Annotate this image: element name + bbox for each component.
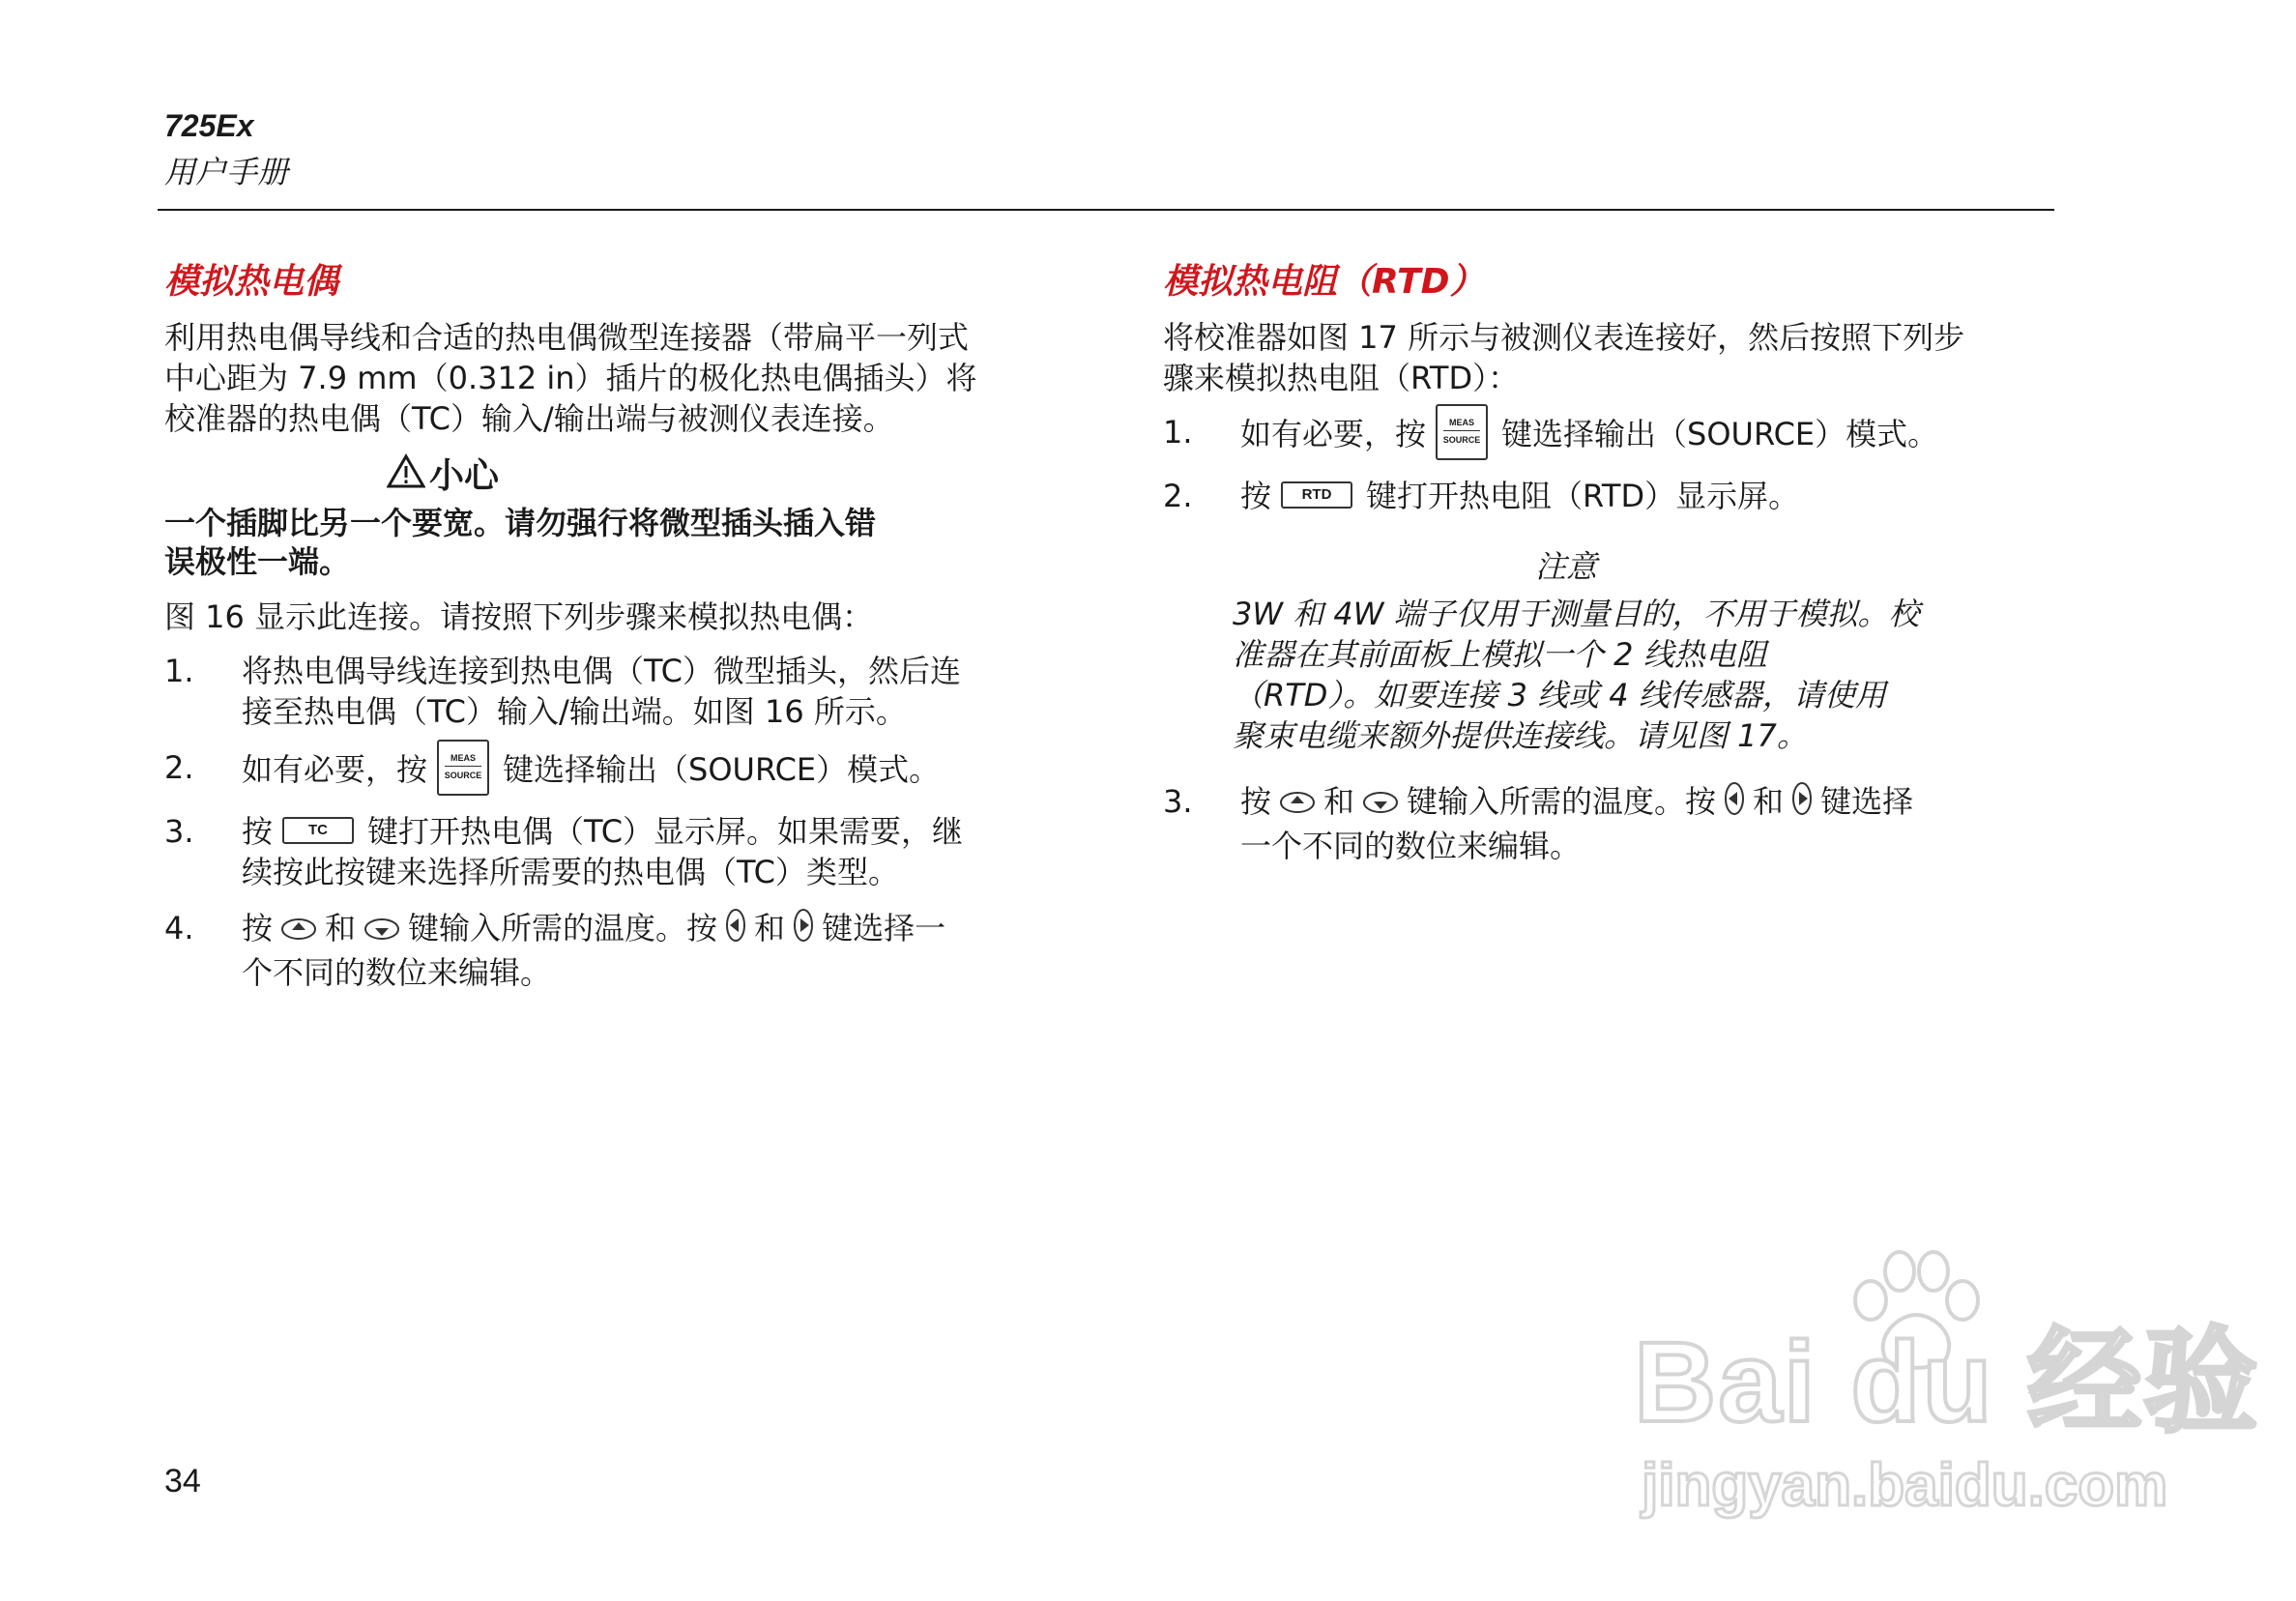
step-text-post: 键选择输出（SOURCE）模式。 bbox=[1501, 416, 1939, 452]
step-text-pre: 按 bbox=[242, 910, 274, 946]
step-text-mid: 键输入所需的温度。按 bbox=[1407, 783, 1717, 820]
list-item bbox=[164, 747, 1063, 796]
step-text-cont: 个不同的数位来编辑。 bbox=[242, 954, 552, 991]
step-text-cont: 一个不同的数位来编辑。 bbox=[1240, 828, 1582, 864]
key-label-meas: MEAS bbox=[450, 753, 477, 763]
meas-source-key-icon bbox=[1436, 404, 1488, 460]
list-item bbox=[164, 908, 1063, 993]
step-text-post: 键打开热电偶（TC）显示屏。如果需要，继 bbox=[367, 813, 964, 850]
step-text-cont: 续按此按键来选择所需要的热电偶（TC）类型。 bbox=[242, 854, 900, 890]
rtd-key-icon: RTD bbox=[1281, 481, 1352, 509]
watermark-brand: Bai du 经验 bbox=[1634, 1319, 2260, 1446]
warning-triangle-icon bbox=[387, 453, 425, 502]
arrow-left-icon bbox=[1724, 781, 1745, 826]
step-text bbox=[242, 811, 1063, 892]
step-text-mid: 键输入所需的温度。按 bbox=[408, 910, 718, 946]
caution-text: 一个插脚比另一个要宽。请勿强行将微型插头插入错 误极性一端。 bbox=[164, 505, 877, 580]
page-number: 34 bbox=[164, 1463, 201, 1499]
step-text-post: 键选择一 bbox=[822, 910, 946, 946]
arrow-right-icon bbox=[1791, 781, 1813, 826]
list-item bbox=[164, 651, 1063, 732]
key-label-source: SOURCE bbox=[1442, 435, 1481, 445]
step-text-pre: 按 bbox=[242, 813, 274, 850]
arrow-left-icon bbox=[725, 908, 746, 952]
step-number: 2. bbox=[164, 749, 194, 786]
meas-source-key-icon bbox=[437, 740, 489, 796]
step-text bbox=[242, 908, 1063, 993]
list-item bbox=[1163, 476, 2062, 516]
step-text-post: 键打开热电阻（RTD）显示屏。 bbox=[1366, 478, 1800, 514]
section-title-thermocouple: 模拟热电偶 bbox=[164, 262, 339, 302]
list-item bbox=[1163, 781, 2062, 866]
step-text bbox=[242, 747, 1063, 796]
rtd-intro: 将校准器如图 17 所示与被测仪表连接好，然后按照下列步 骤来模拟热电阻（RTD）： bbox=[1163, 319, 1965, 396]
caution-label: 小心 bbox=[429, 456, 500, 496]
note-title: 注意 bbox=[1535, 548, 1598, 585]
section-title-rtd: 模拟热电阻（RTD） bbox=[1163, 262, 1485, 302]
tc-key-icon: TC bbox=[282, 817, 354, 844]
manual-subtitle: 用户手册 bbox=[164, 154, 289, 190]
note-text: 3W 和 4W 端子仅用于测量目的，不用于模拟。校 准器在其前面板上模拟一个 2 线热电阻 （RTD）。如要连接 3 线或 4 线传感器，请使用 聚束电缆来额外提供连接线。请见图 17。 bbox=[1233, 596, 1920, 754]
arrow-down-icon bbox=[363, 910, 400, 950]
step-text-and: 和 bbox=[754, 910, 786, 946]
caution-heading bbox=[164, 452, 1063, 502]
arrow-up-icon bbox=[1279, 783, 1316, 824]
arrow-up-icon bbox=[280, 910, 317, 950]
step-number: 3. bbox=[1163, 783, 1193, 820]
figure-reference: 图 16 显示此连接。请按照下列步骤来模拟热电偶： bbox=[164, 598, 874, 635]
list-item bbox=[164, 811, 1063, 892]
key-label-meas: MEAS bbox=[1449, 418, 1475, 427]
step-text-pre: 如有必要，按 bbox=[1240, 416, 1427, 452]
key-label-source: SOURCE bbox=[444, 771, 482, 780]
step-text: 将热电偶导线连接到热电偶（TC）微型插头，然后连 接至热电偶（TC）输入/输出端。如图 16 所示。 bbox=[242, 653, 962, 730]
manual-model: 725Ex bbox=[164, 108, 254, 143]
step-text bbox=[1240, 476, 2062, 516]
header-divider bbox=[158, 209, 2054, 211]
step-number: 1. bbox=[164, 653, 194, 689]
arrow-right-icon bbox=[793, 908, 814, 952]
step-number: 1. bbox=[1163, 414, 1193, 451]
step-number: 2. bbox=[1163, 478, 1193, 514]
step-text bbox=[1240, 781, 2062, 866]
thermocouple-intro: 利用热电偶导线和合适的热电偶微型连接器（带扁平一列式 中心距为 7.9 mm（0.312 in）插片的极化热电偶插头）将 校准器的热电偶（TC）输入/输出端与被测仪表连接。 bbox=[164, 319, 977, 437]
right-column bbox=[1163, 257, 2062, 882]
step-text-post: 键选择输出（SOURCE）模式。 bbox=[503, 751, 941, 788]
watermark-url: jingyan.baidu.com bbox=[1642, 1452, 2168, 1519]
list-item bbox=[1163, 412, 2062, 460]
step-text-pre: 如有必要，按 bbox=[242, 751, 428, 788]
step-text-post: 键选择 bbox=[1820, 783, 1914, 820]
step-text bbox=[1240, 412, 2062, 460]
step-text-pre: 按 bbox=[1240, 783, 1272, 820]
step-number: 3. bbox=[164, 813, 194, 850]
step-text-and: 和 bbox=[1323, 783, 1355, 820]
step-text-and: 和 bbox=[325, 910, 357, 946]
step-text-pre: 按 bbox=[1240, 478, 1272, 514]
baidu-watermark bbox=[1634, 1247, 2260, 1528]
step-number: 4. bbox=[164, 910, 194, 946]
step-text-and: 和 bbox=[1753, 783, 1785, 820]
arrow-down-icon bbox=[1362, 783, 1399, 824]
left-column bbox=[164, 257, 1063, 1008]
